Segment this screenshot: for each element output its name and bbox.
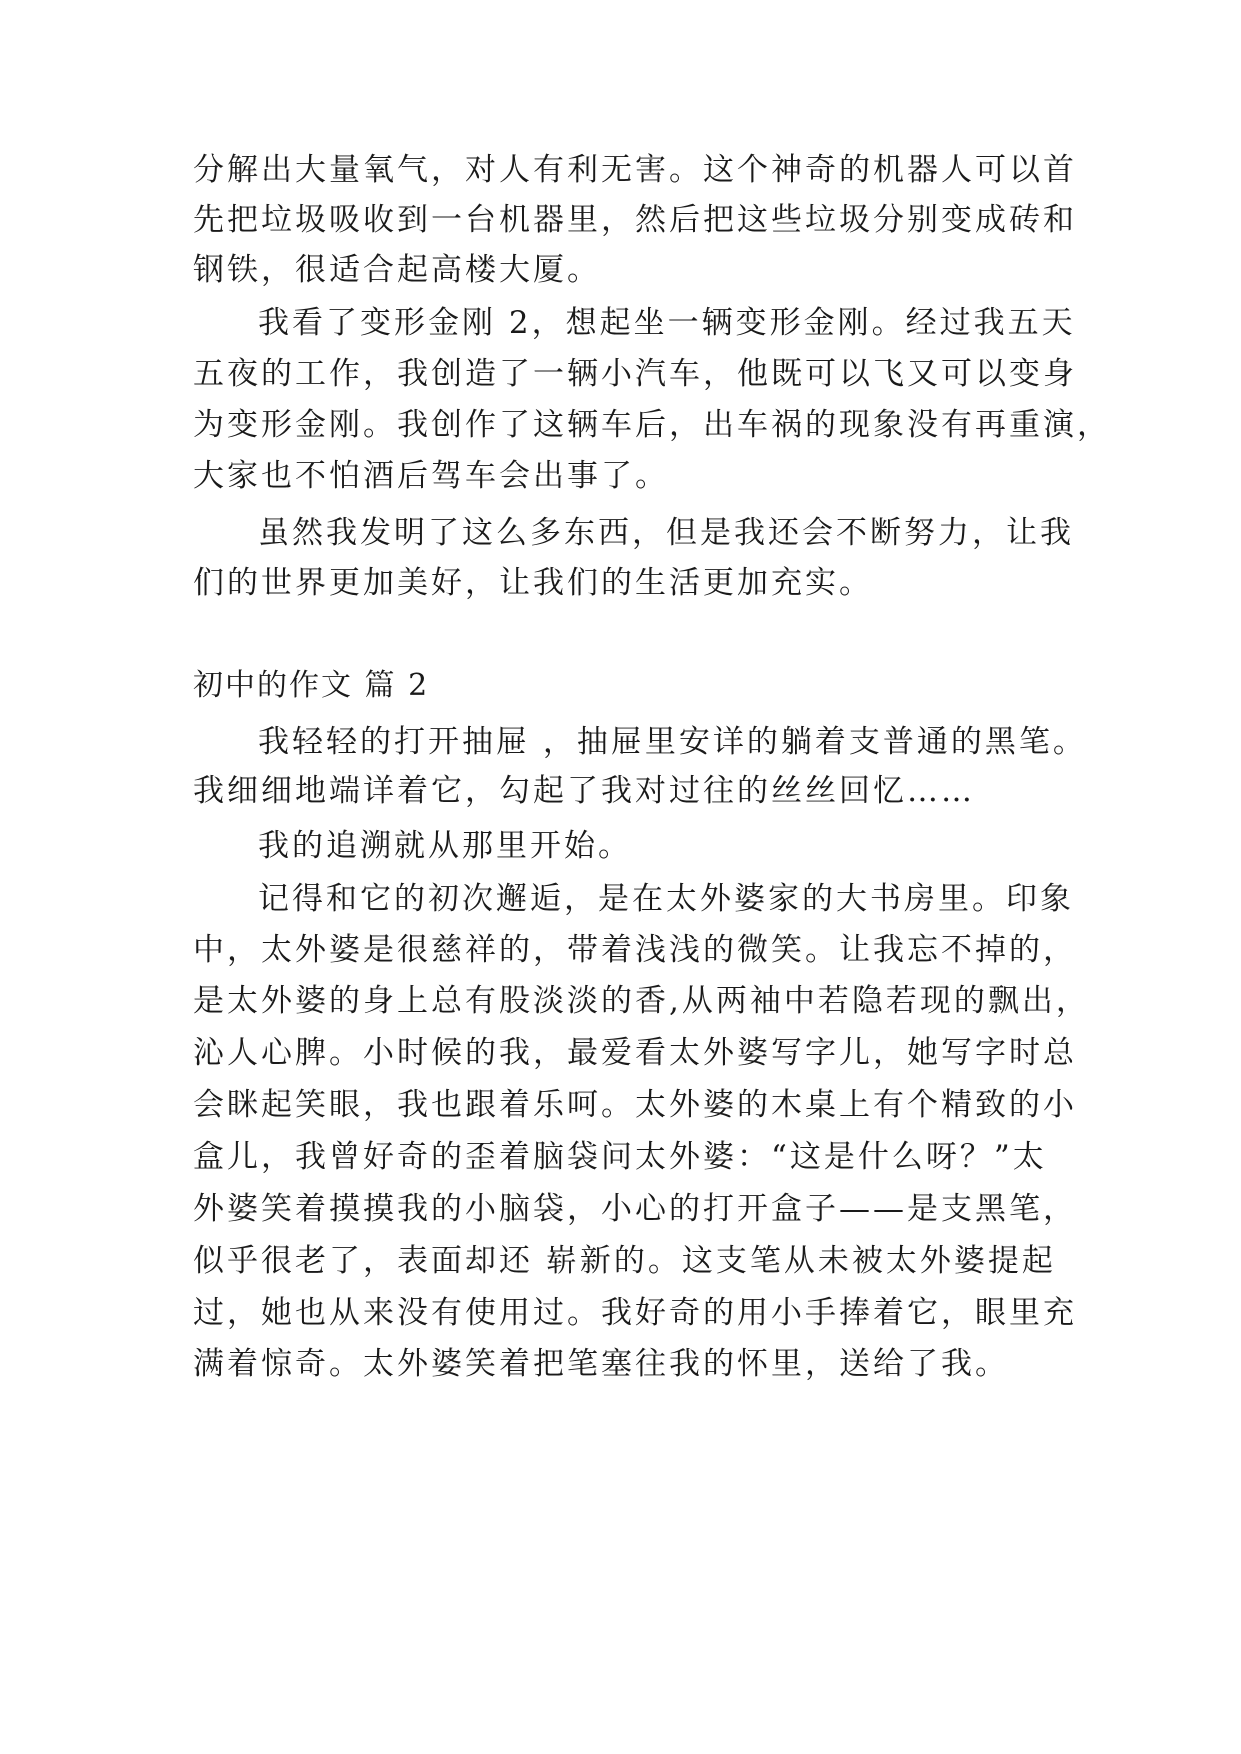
paragraph-line: 五夜的工作，我创造了一辆小汽车，他既可以飞又可以变身 [193,356,1077,392]
paragraph-line: 我看了变形金刚 2，想起坐一辆变形金刚。经过我五天 [258,305,1076,341]
section-title: 初中的作文 篇 2 [193,668,430,703]
paragraph-line: 我的追溯就从那里开始。 [258,828,632,864]
paragraph-line: 为变形金刚。我创作了这辆车后，出车祸的现象没有再重演， [193,407,1111,443]
paragraph-line: 盒儿，我曾好奇的歪着脑袋问太外婆：“这是什么呀？”太 [193,1139,1047,1175]
paragraph-line: 过，她也从来没有使用过。我好奇的用小手捧着它，眼里充 [193,1295,1077,1331]
paragraph-line: 先把垃圾吸收到一台机器里，然后把这些垃圾分别变成砖和 [193,202,1077,238]
paragraph-line: 似乎很老了，表面却还 崭新的。这支笔从未被太外婆提起 [193,1243,1056,1279]
paragraph-line: 是太外婆的身上总有股淡淡的香,从两袖中若隐若现的飘出， [193,983,1090,1019]
paragraph-line: 大家也不怕酒后驾车会出事了。 [193,458,669,494]
paragraph-line: 分解出大量氧气，对人有利无害。这个神奇的机器人可以首 [193,152,1077,188]
paragraph-line: 会眯起笑眼，我也跟着乐呵。太外婆的木桌上有个精致的小 [193,1087,1077,1123]
paragraph-line: 记得和它的初次邂逅，是在太外婆家的大书房里。印象 [258,881,1074,917]
paragraph-line: 们的世界更加美好，让我们的生活更加充实。 [193,565,873,601]
paragraph-line: 满着惊奇。太外婆笑着把笔塞往我的怀里，送给了我。 [193,1346,1009,1382]
paragraph-line: 虽然我发明了这么多东西，但是我还会不断努力，让我 [258,515,1074,551]
paragraph-line: 沁人心脾。小时候的我，最爱看太外婆写字儿，她写字时总 [193,1035,1077,1071]
paragraph-line: 我轻轻的打开抽屉 ，抽屉里安详的躺着支普通的黑笔。 [258,724,1087,760]
paragraph-line: 钢铁，很适合起高楼大厦。 [193,252,601,288]
paragraph-line: 外婆笑着摸摸我的小脑袋，小心的打开盒子——是支黑笔， [193,1191,1077,1227]
paragraph-line: 我细细地端详着它，勾起了我对过往的丝丝回忆…… [193,773,975,809]
paragraph-line: 中，太外婆是很慈祥的，带着浅浅的微笑。让我忘不掉的， [193,932,1077,968]
